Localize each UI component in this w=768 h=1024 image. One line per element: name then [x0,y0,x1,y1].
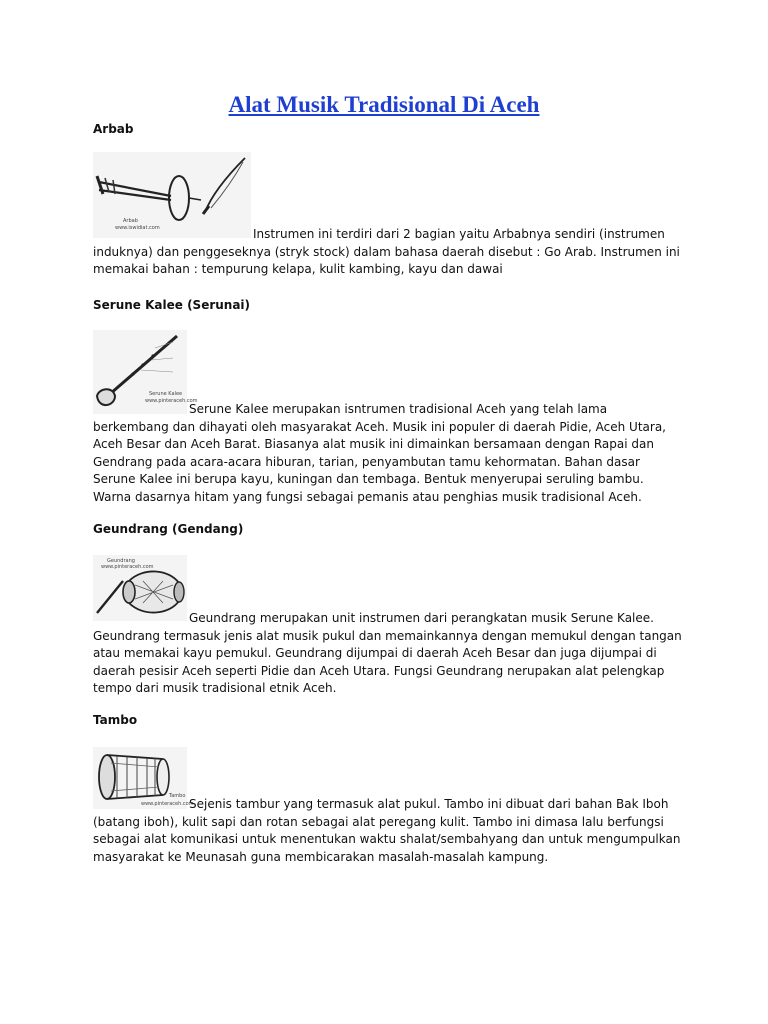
arbab-caption-name: Arbab [123,218,138,224]
section-heading-serune-kalee: Serune Kalee (Serunai) [93,298,251,312]
tambo-text-lead: Sejenis tambur yang termasuk alat pukul. Tambo ini dibuat dari bahan Bak Iboh [189,797,669,811]
section-paragraph-geundrang [93,610,683,698]
geundrang-caption-source: www.pinteraceh.com [101,564,154,570]
arbab-text-rest: induknya) dan penggeseknya (stryk stock) dalam bahasa daerah disebut : Go Arab. Instrumen ini memakai bahan : tempurung kelapa, kulit kambing, kayu dan dawai [93,244,680,276]
section-heading-tambo: Tambo [93,713,138,727]
section-heading-arbab: Arbab [93,122,134,136]
serune-kalee-caption-source: www.pinteraceh.com [145,398,198,404]
geundrang-caption-name: Geundrang [107,558,135,564]
document-title[interactable]: Alat Musik Tradisional Di Aceh [228,92,540,117]
serune-kalee-text-lead: Serune Kalee merupakan isntrumen tradisional Aceh yang telah lama berkembang [93,402,608,434]
geundrang-text-rest: Geundrang termasuk jenis alat musik pukul dan memainkannya dengan memukul dengan tangan atau memakai kayu pemukul. Geundrang dijumpai di daerah Aceh Besar dan juga dijumpai di daerah pesisir Aceh seperti Pidie dan Aceh Utara. Fungsi Geundrang nerupakan alat pelengkap tempo dari musik tradisional etnik Aceh. [93,628,682,695]
arbab-text-lead: Instrumen ini terdiri dari 2 bagian yaitu Arbabnya sendiri (instrumen [253,227,665,241]
arbab-caption-source: www.iswidiat.com [115,225,160,231]
tambo-caption-name: Tambo [169,793,186,799]
section-paragraph-serune-kalee [93,401,683,506]
tambo-text-rest: (batang iboh), kulit sapi dan rotan sebagai alat peregang kulit. Tambo ini dimasa lalu berfungsi sebagai alat komunikasi untuk menentukan waktu shalat/sembahyang dan untuk mengumpulkan masyarakat ke Meunasah guna membicarakan masalah-masalah kampung. [93,814,681,864]
tambo-caption-source: www.pinteraceh.com [141,801,194,807]
serune-kalee-text-rest: dan dihayati oleh masyarakat Aceh. Musik ini populer di daerah Pidie, Aceh Utara, Aceh Besar dan Aceh Barat. Biasanya alat musik ini dimainkan bersamaan dengan Rapai dan Gendrang pada acara-acara hiburan, tarian, penyambutan tamu kehormatan. Bahan dasar Serune Kalee ini berupa kayu, kuningan dan tembaga. Bentuk menyerupai seruling bambu. Warna dasarnya hitam yang fungsi sebagai pemanis atau penghias musik tradisional Aceh. [93,419,666,504]
section-paragraph-arbab [93,226,683,279]
section-heading-geundrang: Geundrang (Gendang) [93,522,244,536]
serune-kalee-caption-name: Serune Kalee [149,391,183,397]
geundrang-text-lead: Geundrang merupakan unit instrumen dari perangkatan musik Serune Kalee. [189,611,654,625]
section-paragraph-tambo [93,796,683,866]
